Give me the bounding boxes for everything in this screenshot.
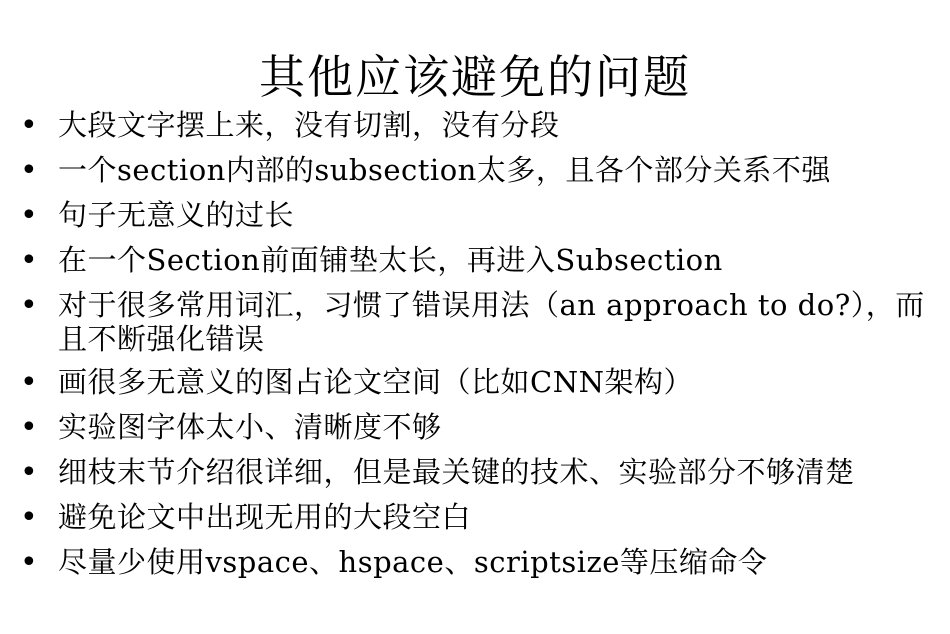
bullet-dot-icon: • — [20, 545, 38, 580]
bullet-item — [20, 545, 935, 581]
bullet-dot-icon: • — [20, 243, 38, 278]
bullet-dot-icon: • — [20, 410, 38, 445]
bullet-text: 一个section内部的subsection太多，且各个部分关系不强 — [58, 153, 831, 187]
bullet-item — [20, 410, 935, 446]
bullet-text: 避免论文中出现无用的大段空白 — [58, 500, 472, 534]
bullet-text: 句子无意义的过长 — [58, 198, 295, 232]
bullet-text: 大段文字摆上来，没有切割，没有分段 — [58, 108, 560, 142]
bullet-item — [20, 365, 935, 401]
bullet-dot-icon: • — [20, 108, 38, 143]
bullet-text: 画很多无意义的图占论文空间（比如CNN架构） — [58, 365, 693, 399]
bullet-list — [20, 108, 935, 590]
bullet-text: 细枝末节介绍很详细，但是最关键的技术、实验部分不够清楚 — [58, 455, 855, 489]
bullet-item — [20, 455, 935, 491]
bullet-dot-icon: • — [20, 500, 38, 535]
bullet-dot-icon: • — [20, 153, 38, 188]
bullet-item — [20, 198, 935, 234]
bullet-item — [20, 108, 935, 144]
bullet-item — [20, 153, 935, 189]
bullet-text: 尽量少使用vspace、hspace、scriptsize等压缩命令 — [58, 545, 768, 579]
slide-title: 其他应该避免的问题 — [259, 49, 691, 104]
bullet-item — [20, 500, 935, 536]
bullet-text: 在一个Section前面铺垫太长，再进入Subsection — [58, 243, 723, 277]
bullet-text: 对于很多常用词汇，习惯了错误用法（an approach to do?），而且不断强化错误 — [58, 288, 925, 356]
bullet-dot-icon: • — [20, 198, 38, 233]
bullet-text: 实验图字体太小、清晰度不够 — [58, 410, 442, 444]
bullet-dot-icon: • — [20, 455, 38, 490]
bullet-dot-icon: • — [20, 288, 38, 323]
bullet-item — [20, 243, 935, 279]
bullet-dot-icon: • — [20, 365, 38, 400]
bullet-item — [20, 288, 935, 356]
